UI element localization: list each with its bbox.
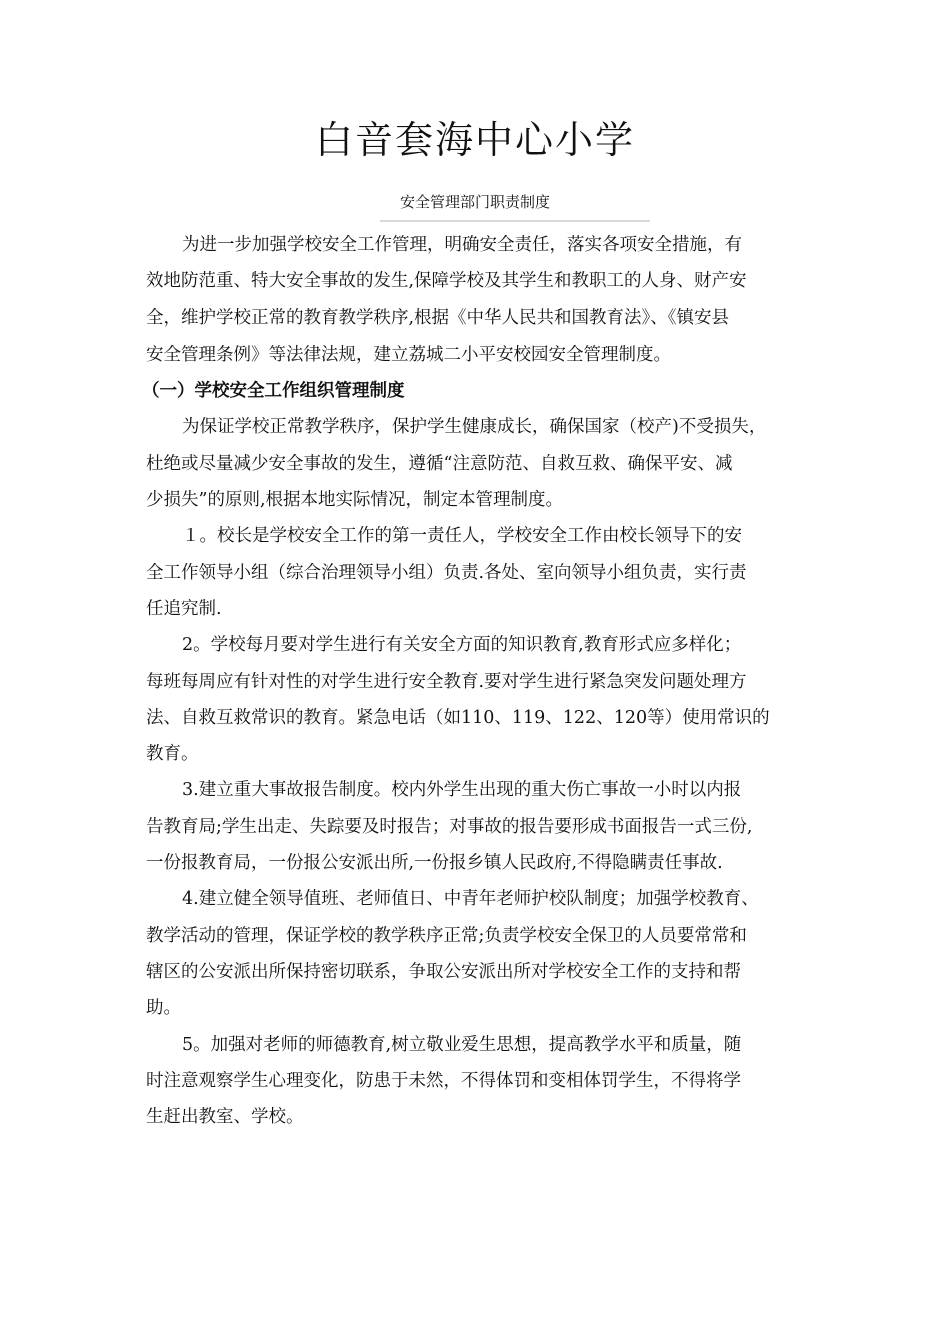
item-2-line: 法、自救互救常识的教育。紧急电话（如110、119、122、120等）使用常识的	[146, 708, 770, 728]
document-title: 白音套海中心小学	[314, 118, 635, 162]
intro-line: 安全管理条例》等法律法规，建立荔城二小平安校园安全管理制度。	[146, 345, 671, 365]
subtitle-divider	[380, 220, 650, 222]
document-subtitle: 安全管理部门职责制度	[399, 193, 550, 211]
item-4-line: 辖区的公安派出所保持密切联系，争取公安派出所对学校安全工作的支持和帮	[146, 962, 741, 982]
section-heading: （一）学校安全工作组织管理制度	[142, 381, 405, 401]
intro-line: 全，维护学校正常的教育教学秩序,根据《中华人民共和国教育法》、《镇安县	[146, 308, 730, 328]
item-2-line: 每班每周应有针对性的对学生进行安全教育.要对学生进行紧急突发问题处理方	[146, 672, 747, 692]
item-5-line: 时注意观察学生心理变化，防患于未然，不得体罚和变相体罚学生，不得将学	[146, 1071, 741, 1091]
item-3-line: 3.建立重大事故报告制度。校内外学生出现的重大伤亡事故一小时以内报	[182, 780, 742, 800]
item-4-line: 助。	[146, 998, 181, 1018]
item-5-line: 5。加强对老师的师德教育,树立敬业爱生思想，提高教学水平和质量，随	[182, 1035, 742, 1055]
item-2-line: 教育。	[146, 744, 199, 764]
item-4-line: 4.建立健全领导值班、老师值日、中青年老师护校队制度；加强学校教育、	[182, 889, 759, 909]
item-1-line: １。校长是学校安全工作的第一责任人，学校安全工作由校长领导下的安	[182, 526, 742, 546]
section-intro-line: 少损失”的原则,根据本地实际情况，制定本管理制度。	[146, 490, 564, 510]
item-5-line: 生赶出教室、学校。	[146, 1107, 304, 1127]
item-1-line: 任追究制.	[146, 599, 222, 619]
intro-line: 为进一步加强学校安全工作管理，明确安全责任，落实各项安全措施，有	[182, 235, 742, 255]
section-intro-line: 为保证学校正常教学秩序，保护学生健康成长，确保国家（校产)不受损失，	[182, 417, 767, 437]
item-2-line: 2。学校每月要对学生进行有关安全方面的知识教育,教育形式应多样化；	[182, 635, 742, 655]
item-4-line: 教学活动的管理，保证学校的教学秩序正常;负责学校安全保卫的人员要常常和	[146, 926, 747, 946]
section-intro-line: 杜绝或尽量减少安全事故的发生，遵循“注意防范、自救互救、确保平安、减	[146, 454, 733, 474]
item-3-line: 告教育局;学生出走、失踪要及时报告；对事故的报告要形成书面报告一式三份,	[146, 817, 753, 837]
intro-line: 效地防范重、特大安全事故的发生,保障学校及其学生和教职工的人身、财产安	[146, 271, 747, 291]
item-3-line: 一份报教育局，一份报公安派出所,一份报乡镇人民政府,不得隐瞒责任事故.	[146, 853, 723, 873]
item-1-line: 全工作领导小组（综合治理领导小组）负责.各处、室向领导小组负责，实行责	[146, 563, 747, 583]
